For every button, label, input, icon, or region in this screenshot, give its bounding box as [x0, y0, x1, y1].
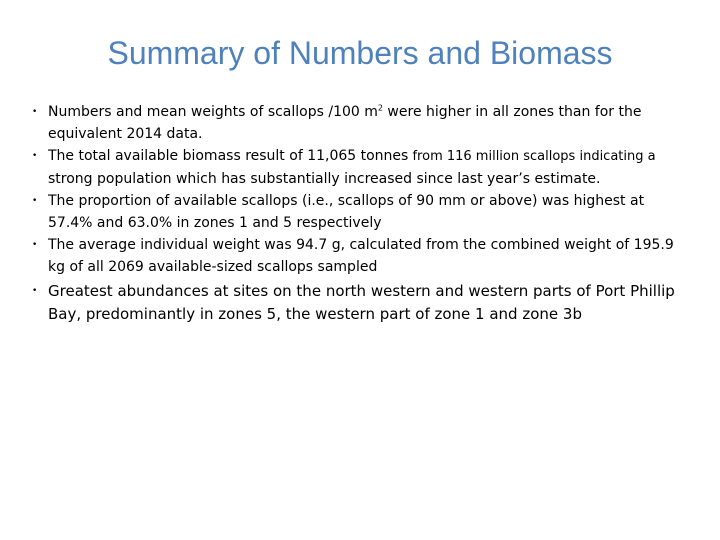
bullet-text: The proportion of available scallops (i.e., scallops of 90 mm or above) was highest at 57.4% and 63.0% in zones 1 and 5 respectively: [48, 193, 645, 231]
bullet-icon: •: [32, 196, 38, 206]
superscript: 2: [377, 103, 383, 113]
bullet-text: The average individual weight was 94.7 g, calculated from the combined weight of 195.9 kg of all 2069 available-sized scallops sampled: [48, 237, 674, 275]
bullet-item: [30, 145, 690, 190]
bullet-list: [30, 101, 690, 326]
bullet-icon: •: [32, 286, 38, 296]
bullet-icon: •: [32, 107, 38, 117]
bullet-icon: •: [32, 151, 38, 161]
bullet-item: [30, 190, 690, 234]
bullet-text-part: Numbers and mean weights of scallops /100 m: [48, 104, 378, 120]
bullet-text: [48, 101, 690, 145]
bullet-item: [30, 101, 690, 145]
bullet-text: [48, 145, 690, 190]
bullet-item: [30, 234, 690, 278]
bullet-item: [30, 280, 690, 326]
bullet-text-part: were higher in all zones than for the equivalent 2014 data.: [48, 104, 642, 142]
slide-title: Summary of Numbers and Biomass: [107, 35, 613, 71]
bullet-text-part: from 116 million scallops indicating a: [408, 149, 656, 164]
bullet-text-part: strong population which has substantially increased since last year’s estimate.: [48, 171, 601, 187]
bullet-icon: •: [32, 240, 38, 250]
bullet-text-part: The total available biomass result of 11,065 tonnes: [48, 148, 409, 164]
bullet-text: Greatest abundances at sites on the north western and western parts of Port Phillip Bay, predominantly in zones 5, the western part of zone 1 and zone 3b: [48, 282, 675, 323]
